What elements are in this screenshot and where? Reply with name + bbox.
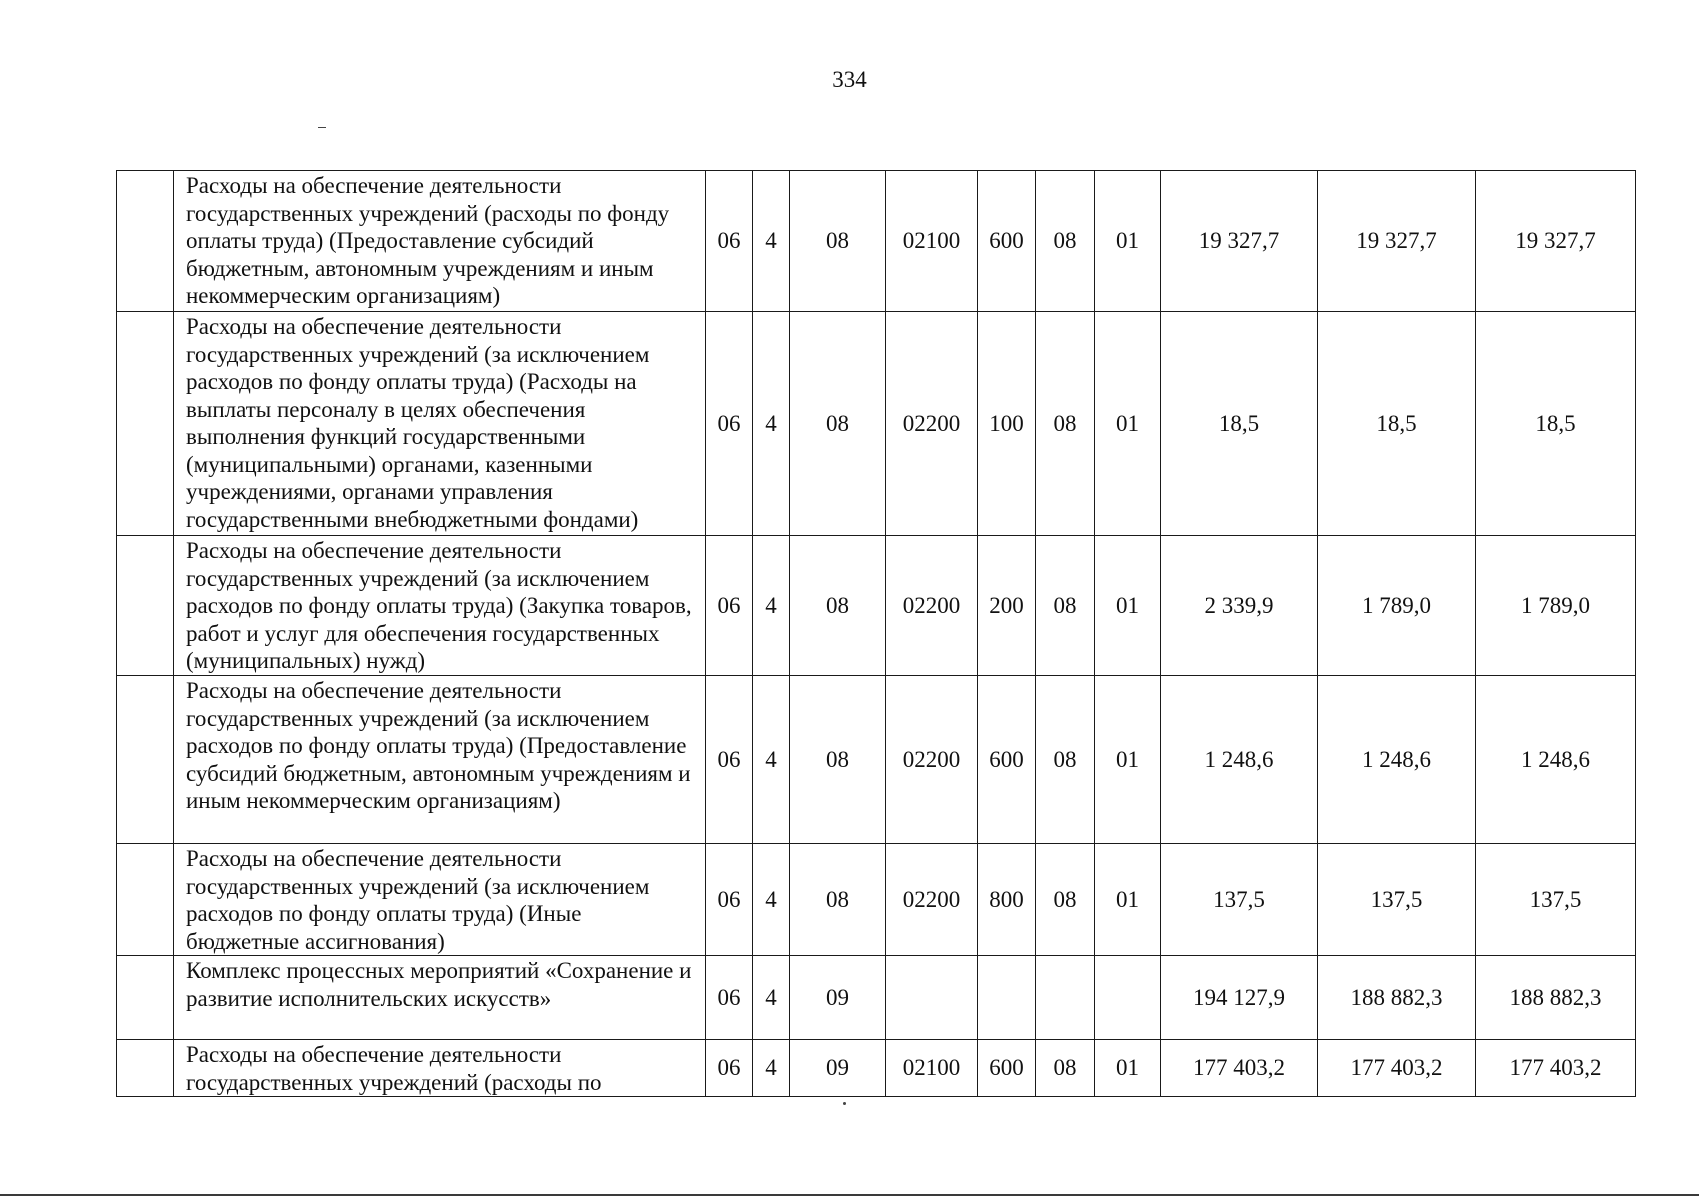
expense-name: Расходы на обеспечение деятельности государственных учреждений (за исключением расходов по фонду оплаты труда) (Иные бюджетные ассигнования) [174, 844, 706, 956]
amount-cell: 188 882,3 [1476, 956, 1636, 1040]
code-cell: 08 [1036, 171, 1095, 312]
code-cell: 4 [753, 844, 790, 956]
code-cell: 01 [1095, 171, 1161, 312]
code-cell: 4 [753, 312, 790, 536]
code-cell: 4 [753, 1040, 790, 1097]
table-row [117, 1040, 1636, 1097]
table-row [117, 956, 1636, 1040]
code-cell: 08 [790, 536, 886, 676]
amount-cell: 18,5 [1161, 312, 1318, 536]
code-cell: 08 [1036, 676, 1095, 844]
code-cell [1095, 956, 1161, 1040]
table-row [117, 536, 1636, 676]
code-cell: 08 [790, 676, 886, 844]
code-cell: 600 [978, 676, 1036, 844]
code-cell: 01 [1095, 676, 1161, 844]
amount-cell: 1 248,6 [1476, 676, 1636, 844]
code-cell: 02200 [886, 844, 978, 956]
code-cell: 06 [706, 312, 753, 536]
code-cell: 08 [790, 844, 886, 956]
code-cell: 600 [978, 171, 1036, 312]
row-index [117, 676, 174, 844]
expense-name: Расходы на обеспечение деятельности государственных учреждений (за исключением расходов по фонду оплаты труда) (Предоставление субсидий бюджетным, автономным учреждениям и иным некоммерческим организациям) [174, 676, 706, 844]
code-cell: 4 [753, 676, 790, 844]
code-cell: 01 [1095, 536, 1161, 676]
code-cell: 600 [978, 1040, 1036, 1097]
table-row [117, 676, 1636, 844]
code-cell: 4 [753, 956, 790, 1040]
code-cell: 09 [790, 956, 886, 1040]
table-row [117, 844, 1636, 956]
code-cell: 02200 [886, 676, 978, 844]
amount-cell: 18,5 [1318, 312, 1476, 536]
scan-speck [843, 1102, 846, 1105]
expense-name: Расходы на обеспечение деятельности государственных учреждений (за исключением расходов по фонду оплаты труда) (Расходы на выплаты персоналу в целях обеспечения выполнения функций государственными (муниципальными) органами, казенными учреждениями, органами управления государственными внебюджетными фондами) [174, 312, 706, 536]
code-cell: 01 [1095, 1040, 1161, 1097]
scan-speck [318, 127, 326, 128]
row-index [117, 1040, 174, 1097]
code-cell: 08 [790, 312, 886, 536]
code-cell: 08 [1036, 536, 1095, 676]
expense-name: Расходы на обеспечение деятельности государственных учреждений (расходы по фонду оплаты труда) (Предоставление субсидий бюджетным, автономным учреждениям и иным некоммерческим организациям) [174, 171, 706, 312]
code-cell [1036, 956, 1095, 1040]
code-cell: 02100 [886, 1040, 978, 1097]
code-cell: 08 [1036, 312, 1095, 536]
budget-table [116, 170, 1636, 1097]
code-cell: 06 [706, 171, 753, 312]
page-number: 334 [832, 67, 867, 92]
code-cell: 08 [1036, 844, 1095, 956]
row-index [117, 844, 174, 956]
amount-cell: 177 403,2 [1476, 1040, 1636, 1097]
code-cell: 06 [706, 676, 753, 844]
code-cell: 02200 [886, 536, 978, 676]
amount-cell: 177 403,2 [1161, 1040, 1318, 1097]
code-cell: 02200 [886, 312, 978, 536]
row-index [117, 956, 174, 1040]
amount-cell: 2 339,9 [1161, 536, 1318, 676]
row-index [117, 171, 174, 312]
expense-name: Расходы на обеспечение деятельности государственных учреждений (за исключением расходов по фонду оплаты труда) (Закупка товаров, работ и услуг для обеспечения государственных (муниципальных) нужд) [174, 536, 706, 676]
amount-cell: 19 327,7 [1476, 171, 1636, 312]
footer-rule [0, 1194, 1699, 1196]
amount-cell: 19 327,7 [1318, 171, 1476, 312]
code-cell: 06 [706, 844, 753, 956]
amount-cell: 1 248,6 [1318, 676, 1476, 844]
code-cell: 4 [753, 536, 790, 676]
code-cell: 09 [790, 1040, 886, 1097]
table-row [117, 312, 1636, 536]
amount-cell: 194 127,9 [1161, 956, 1318, 1040]
code-cell [886, 956, 978, 1040]
code-cell: 06 [706, 536, 753, 676]
code-cell: 01 [1095, 312, 1161, 536]
code-cell: 08 [790, 171, 886, 312]
amount-cell: 188 882,3 [1318, 956, 1476, 1040]
code-cell: 06 [706, 1040, 753, 1097]
amount-cell: 19 327,7 [1161, 171, 1318, 312]
amount-cell: 18,5 [1476, 312, 1636, 536]
row-index [117, 312, 174, 536]
code-cell: 200 [978, 536, 1036, 676]
amount-cell: 1 789,0 [1318, 536, 1476, 676]
expense-name: Комплекс процессных мероприятий «Сохранение и развитие исполнительских искусств» [174, 956, 706, 1040]
row-index [117, 536, 174, 676]
amount-cell: 137,5 [1318, 844, 1476, 956]
code-cell [978, 956, 1036, 1040]
amount-cell: 137,5 [1161, 844, 1318, 956]
amount-cell: 1 248,6 [1161, 676, 1318, 844]
code-cell: 06 [706, 956, 753, 1040]
amount-cell: 177 403,2 [1318, 1040, 1476, 1097]
code-cell: 800 [978, 844, 1036, 956]
code-cell: 08 [1036, 1040, 1095, 1097]
code-cell: 4 [753, 171, 790, 312]
table-row [117, 171, 1636, 312]
code-cell: 01 [1095, 844, 1161, 956]
code-cell: 02100 [886, 171, 978, 312]
code-cell: 100 [978, 312, 1036, 536]
amount-cell: 1 789,0 [1476, 536, 1636, 676]
amount-cell: 137,5 [1476, 844, 1636, 956]
expense-name: Расходы на обеспечение деятельности государственных учреждений (расходы по [174, 1040, 706, 1097]
